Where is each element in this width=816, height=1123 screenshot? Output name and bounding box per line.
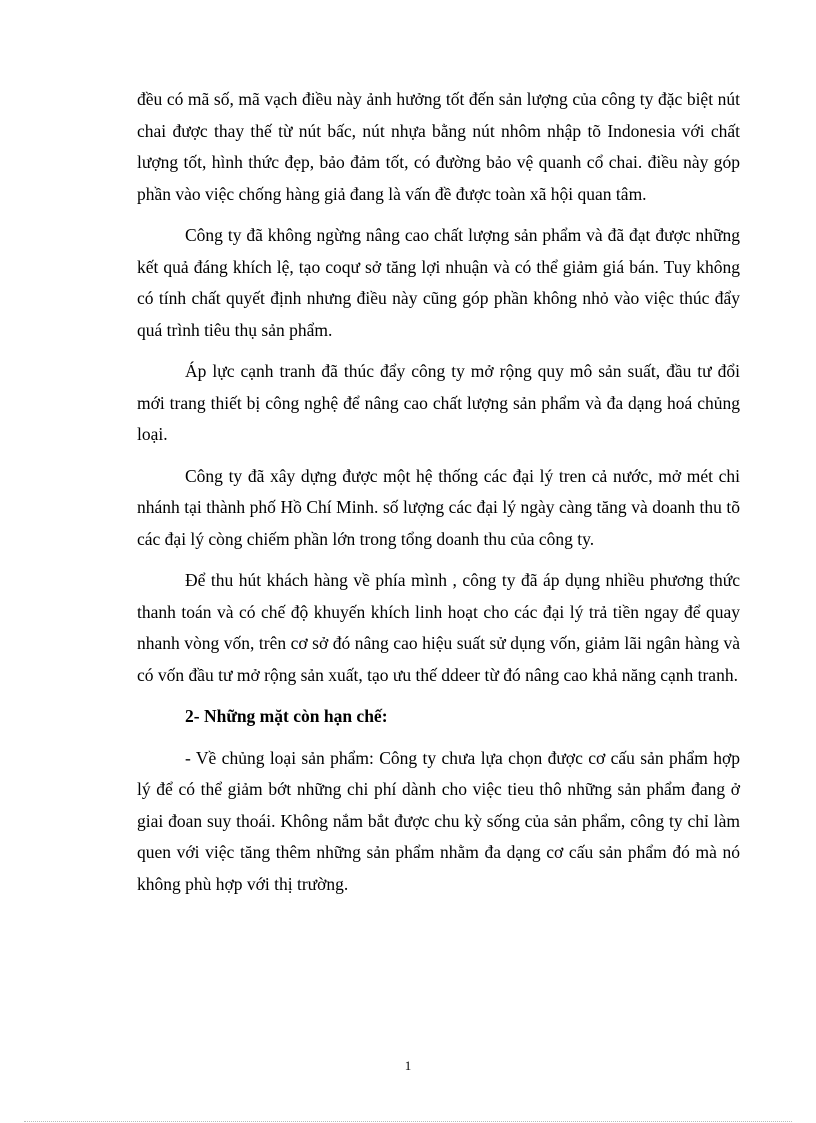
paragraph-payment: Để thu hút khách hàng về phía mình , công ty đã áp dụng nhiều phương thức thanh toán và có chế độ khuyến khích linh hoạt cho các đại lý trả tiền ngay để quay nhanh vòng vốn, trên cơ sở đó nâng cao hiệu suất sử dụng vốn, giảm lãi ngân hàng và có vốn đầu tư mở rộng sản xuất, tạo ưu thế ddeer từ đó nâng cao khả năng cạnh tranh.: [137, 570, 740, 685]
page-number: 1: [404, 1058, 412, 1073]
paragraph-competition: Áp lực cạnh tranh đã thúc đẩy công ty mở rộng quy mô sản suất, đầu tư đổi mới trang thiết bị công nghệ để nâng cao chất lượng sản phẩm và đa dạng hoá chủng loại.: [137, 361, 740, 444]
page-bottom-divider: [24, 1121, 792, 1122]
paragraph-quality: Công ty đã không ngừng nâng cao chất lượng sản phẩm và đã đạt được những kết quả đáng khích lệ, tạo coqư sở tăng lợi nhuận và có thể giảm giá bán. Tuy không có tính chất quyết định nhưng điều này cũng góp phần không nhỏ vào việc thúc đẩy quá trình tiêu thụ sản phẩm.: [137, 225, 740, 340]
page-body: [137, 84, 740, 910]
paragraph-agents: Công ty đã xây dựng được một hệ thống các đại lý tren cả nước, mở mét chi nhánh tại thành phố Hồ Chí Minh. số lượng các đại lý ngày càng tăng và doanh thu tõ các đại lý còng chiếm phần lớn trong tổng doanh thu của công ty.: [137, 465, 740, 549]
section-heading: 2- Những mặt còn hạn chế:: [185, 706, 388, 726]
paragraph-continuation: đều có mã số, mã vạch điều này ảnh hưởng tốt đến sản lượng của công ty đặc biệt nút chai được thay thế từ nút bấc, nút nhựa bằng nút nhôm nhập tõ Indonesia với chất lượng tốt, hình thức đẹp, bảo đảm tốt, có đường bảo vệ quanh cổ chai. điều này góp phần vào việc chống hàng giả đang là vấn đề được toàn xã hội quan tâm.: [137, 89, 740, 204]
paragraph-limitations: - Về chủng loại sản phẩm: Công ty chưa lựa chọn được cơ cấu sản phẩm hợp lý để có thể giảm bớt những chi phí dành cho việc tieu thô những sản phẩm đang ở giai đoan suy thoái. Không nắm bắt được chu kỳ sống của sản phẩm, công ty chỉ làm quen với việc tăng thêm những sản phẩm nhằm đa dạng cơ cấu sản phẩm đó mà nó không phù hợp với thị trường.: [137, 747, 740, 894]
